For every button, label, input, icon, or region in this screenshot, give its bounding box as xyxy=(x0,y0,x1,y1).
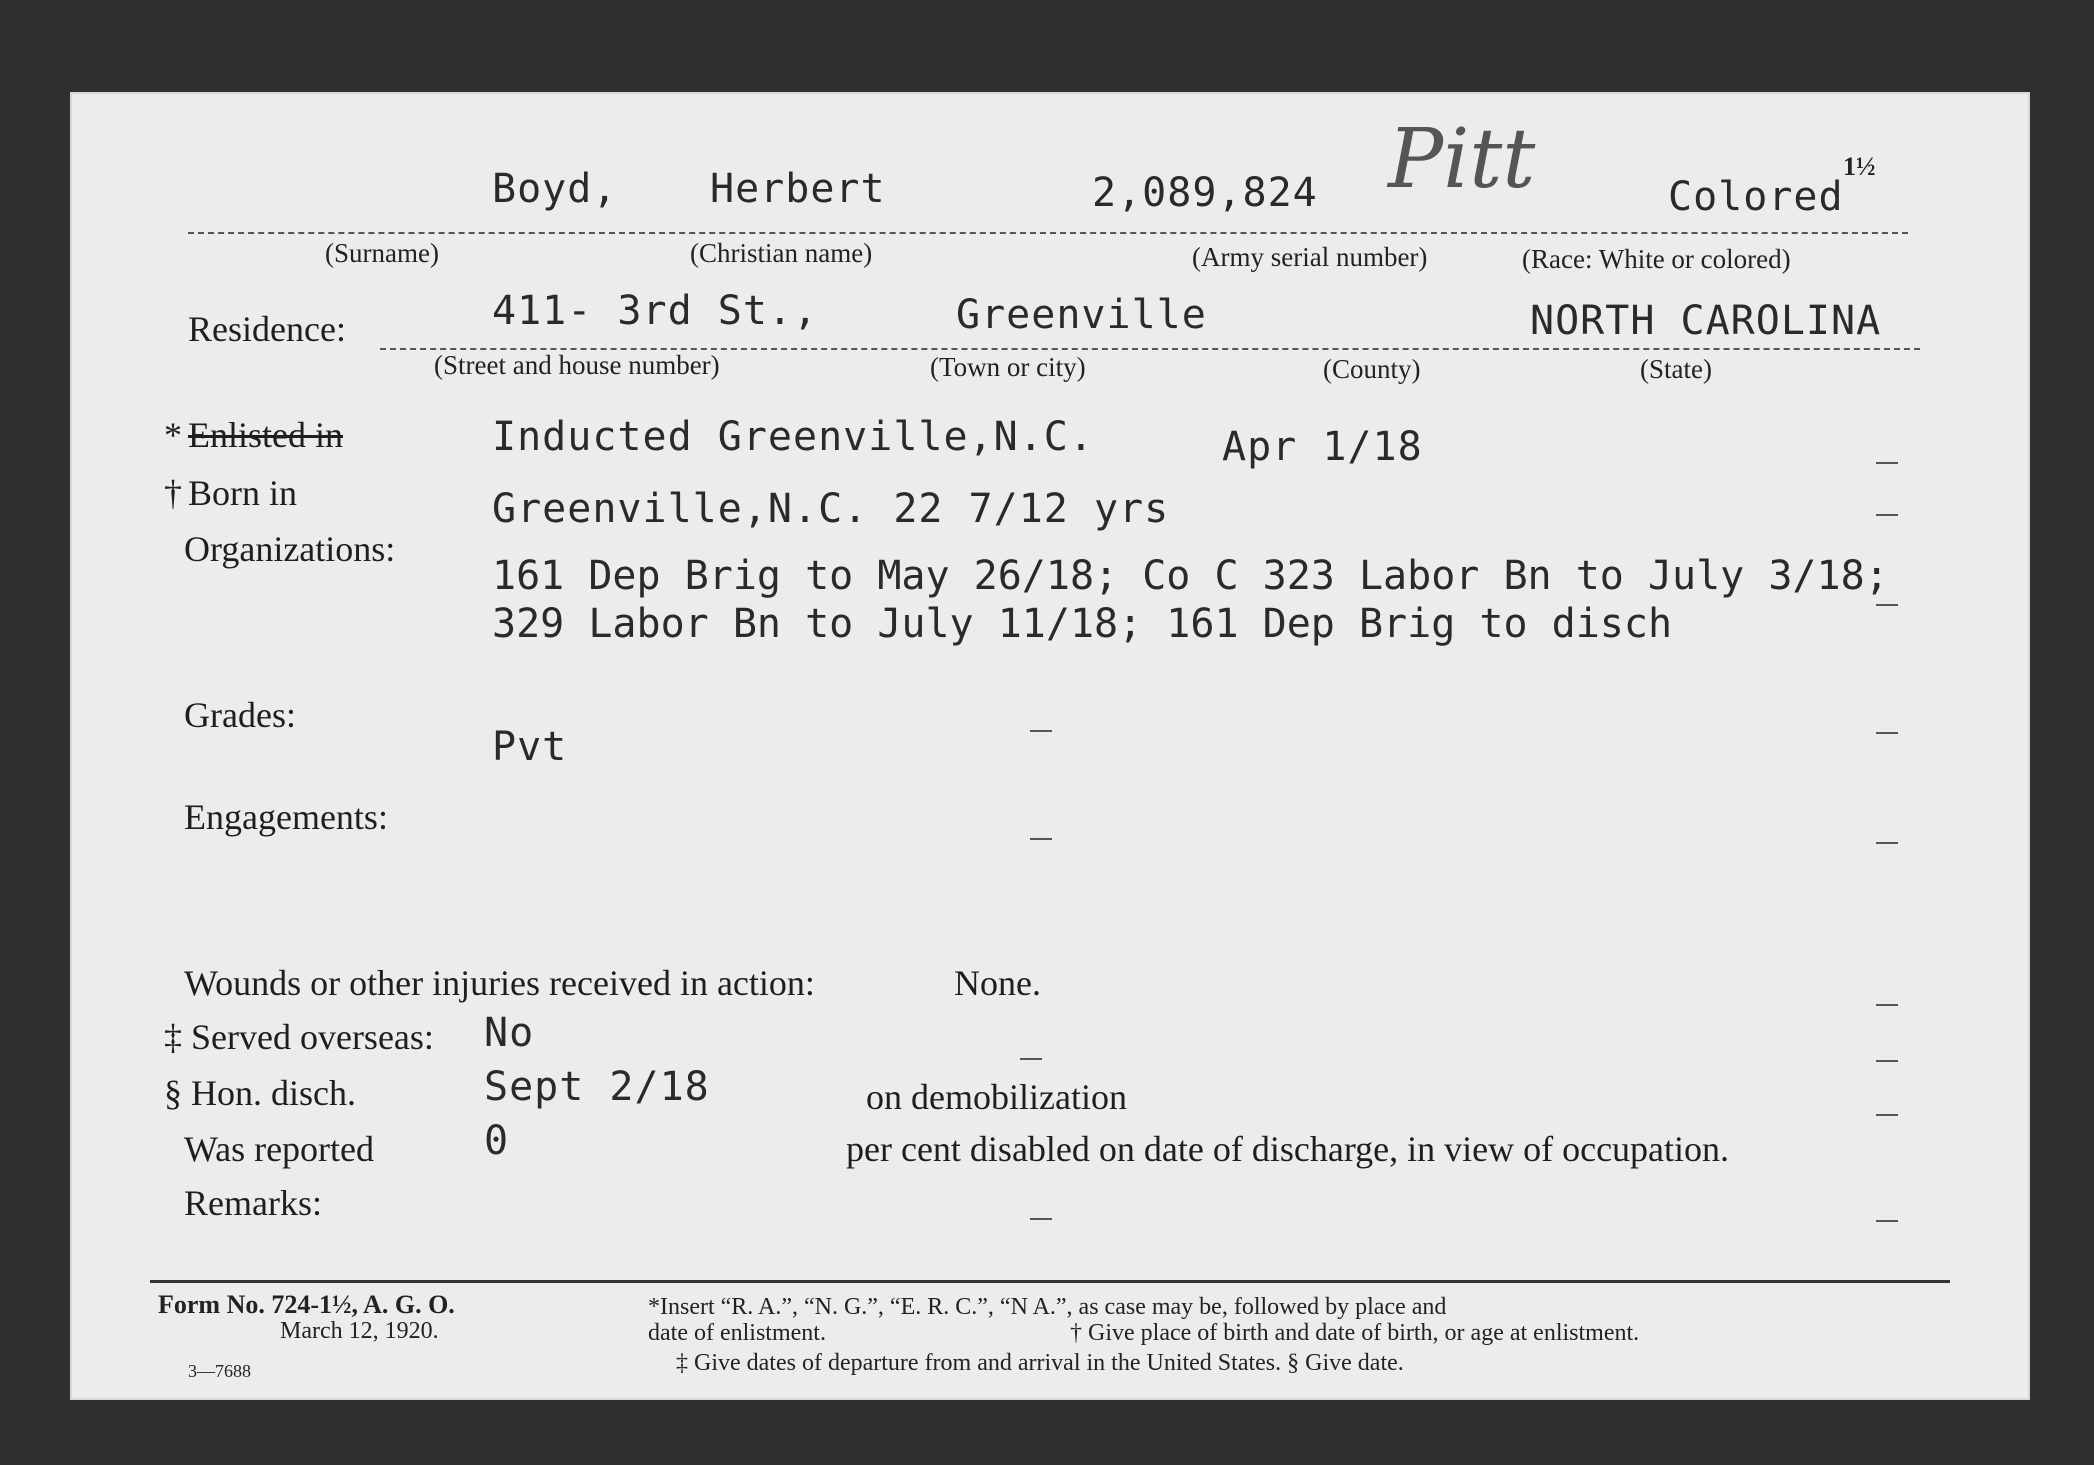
state-caption: (State) xyxy=(1640,354,1712,384)
town-caption: (Town or city) xyxy=(930,352,1086,382)
engagements-label: Engagements: xyxy=(184,797,388,837)
reported-value: 0 xyxy=(484,1118,510,1164)
born-tick xyxy=(1876,514,1898,516)
hon-disch-suffix: on demobilization xyxy=(866,1077,1127,1117)
surname-value: Boyd, xyxy=(492,166,618,212)
overseas-value: No xyxy=(484,1010,535,1056)
enlisted-tick xyxy=(1876,462,1898,464)
born-label: Born in xyxy=(188,473,298,513)
remarks-label: Remarks: xyxy=(184,1183,322,1223)
surname-caption: (Surname) xyxy=(325,238,439,268)
enlisted-label: Enlisted in xyxy=(188,415,343,455)
organizations-tick xyxy=(1876,604,1898,606)
residence-label: Residence: xyxy=(188,309,346,349)
county-caption: (County) xyxy=(1323,354,1421,384)
footnote-2: † Give place of birth and date of birth, or age at enlistment. xyxy=(1070,1320,1640,1346)
wounds-value: None. xyxy=(954,963,1041,1003)
street-caption: (Street and house number) xyxy=(434,350,720,380)
service-record-card xyxy=(70,92,2030,1400)
overseas-tick xyxy=(1876,1060,1898,1062)
state-value: NORTH CAROLINA xyxy=(1530,298,1882,344)
reported-label: Was reported xyxy=(184,1129,375,1169)
hon-disch-value: Sept 2/18 xyxy=(484,1064,710,1110)
enlisted-date: Apr 1/18 xyxy=(1222,424,1423,470)
serial-number-value: 2,089,824 xyxy=(1092,170,1318,216)
race-caption: (Race: White or colored) xyxy=(1522,244,1791,274)
hon-disch-tick xyxy=(1876,1114,1898,1116)
engagements-tick xyxy=(1876,842,1898,844)
reported-suffix: per cent disabled on date of discharge, in view of occupation. xyxy=(846,1129,1730,1169)
footnote-1a: *Insert “R. A.”, “N. G.”, “E. R. C.”, “N A.”, as case may be, followed by place and xyxy=(648,1294,1447,1320)
grades-value: Pvt xyxy=(492,724,568,770)
serial-number-caption: (Army serial number) xyxy=(1192,242,1428,272)
organizations-value: 161 Dep Brig to May 26/18; Co C 323 Labor Bn to July 3/18; 329 Labor Bn to July 11/18; 161 Dep Brig to disch xyxy=(492,553,1889,647)
enlisted-star: * xyxy=(164,415,182,455)
grades-mid-tick xyxy=(1030,730,1052,732)
hon-disch-label: § Hon. disch. xyxy=(164,1073,356,1113)
grades-label: Grades: xyxy=(184,695,296,735)
remarks-mid-tick xyxy=(1030,1218,1052,1220)
enlisted-value: Inducted Greenville,N.C. xyxy=(492,414,1094,460)
organizations-label: Organizations: xyxy=(184,529,396,569)
footnote-1b: date of enlistment. xyxy=(648,1320,826,1346)
born-value: Greenville,N.C. 22 7/12 yrs xyxy=(492,486,1170,532)
grades-tick xyxy=(1876,732,1898,734)
race-value: Colored xyxy=(1668,174,1844,220)
engagements-mid-tick xyxy=(1030,838,1052,840)
wounds-tick xyxy=(1876,1004,1898,1006)
form-number: Form No. 724-1½, A. G. O. xyxy=(158,1290,455,1319)
overseas-mid-tick xyxy=(1020,1058,1042,1060)
christian-name-caption: (Christian name) xyxy=(690,238,873,268)
county-handwritten: Pitt xyxy=(1388,112,1536,207)
footer-rule xyxy=(150,1280,1950,1283)
born-mark: † xyxy=(164,473,182,513)
form-date: March 12, 1920. xyxy=(280,1318,439,1344)
wounds-label: Wounds or other injuries received in action: xyxy=(184,963,815,1003)
overseas-label: ‡ Served overseas: xyxy=(164,1017,434,1057)
town-value: Greenville xyxy=(956,292,1207,338)
christian-name-value: Herbert xyxy=(710,166,886,212)
form-fraction: 1½ xyxy=(1843,152,1876,181)
remarks-tick xyxy=(1876,1220,1898,1222)
form-code: 3—7688 xyxy=(188,1361,251,1381)
header-rule xyxy=(188,232,1908,234)
street-value: 411- 3rd St., xyxy=(492,288,819,334)
footnote-3: ‡ Give dates of departure from and arrival in the United States. § Give date. xyxy=(676,1350,1404,1376)
